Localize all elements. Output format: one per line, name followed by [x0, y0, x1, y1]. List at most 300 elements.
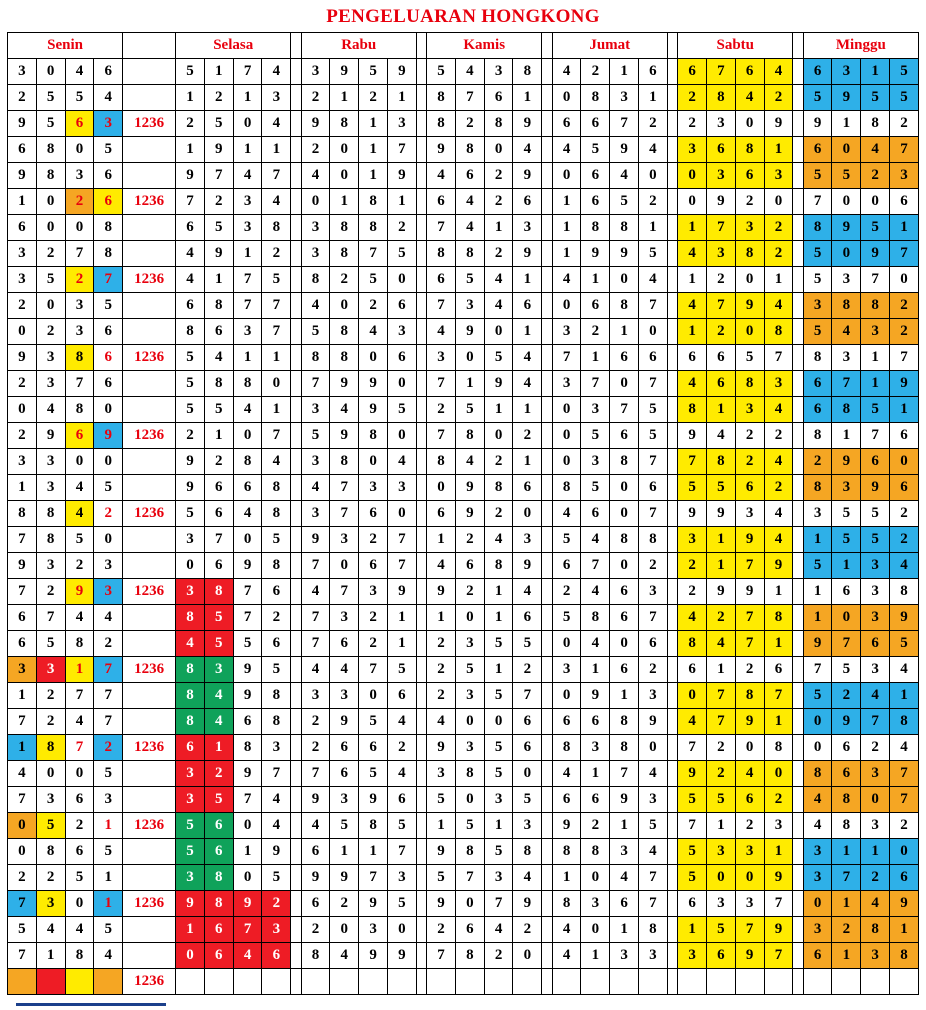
digit-cell: 5	[639, 423, 668, 449]
digit-cell: 0	[678, 163, 707, 189]
digit-cell: 6	[262, 631, 291, 657]
digit-cell: 4	[301, 657, 330, 683]
digit-cell: 5	[861, 215, 890, 241]
digit-cell: 3	[581, 735, 610, 761]
separator-cell	[667, 709, 677, 735]
digit-cell: 4	[455, 449, 484, 475]
digit-cell: 3	[639, 683, 668, 709]
digit-cell: 8	[552, 891, 581, 917]
digit-cell: 1	[8, 475, 37, 501]
digit-cell: 2	[861, 163, 890, 189]
digit-cell: 8	[764, 319, 793, 345]
separator-cell	[416, 891, 426, 917]
digit-cell: 3	[803, 865, 832, 891]
digit-cell: 9	[552, 813, 581, 839]
digit-cell: 4	[262, 59, 291, 85]
digit-cell: 2	[359, 85, 388, 111]
digit-cell: 2	[678, 85, 707, 111]
digit-cell: 2	[678, 579, 707, 605]
separator-cell	[291, 163, 301, 189]
digit-cell: 0	[387, 423, 416, 449]
digit-cell: 3	[359, 475, 388, 501]
digit-cell: 9	[610, 137, 639, 163]
digit-cell: 6	[427, 267, 456, 293]
digit-cell: 5	[262, 527, 291, 553]
digit-cell: 3	[581, 449, 610, 475]
digit-cell: 0	[233, 423, 262, 449]
digit-cell: 6	[204, 917, 233, 943]
digit-cell: 6	[94, 371, 123, 397]
digit-cell: 7	[832, 631, 861, 657]
digit-cell: 6	[735, 59, 764, 85]
separator-cell	[667, 501, 677, 527]
digit-cell: 4	[581, 527, 610, 553]
digit-cell: 9	[735, 709, 764, 735]
digit-cell: 2	[484, 163, 513, 189]
digit-cell: 6	[94, 163, 123, 189]
digit-cell: 6	[455, 917, 484, 943]
code-cell	[123, 319, 176, 345]
digit-cell: 2	[735, 657, 764, 683]
digit-cell: 0	[803, 735, 832, 761]
separator-cell	[416, 813, 426, 839]
digit-cell: 4	[484, 527, 513, 553]
separator-cell	[291, 865, 301, 891]
digit-cell: 0	[233, 527, 262, 553]
separator-cell	[793, 215, 803, 241]
digit-cell: 3	[861, 553, 890, 579]
digit-cell: 6	[581, 111, 610, 137]
digit-cell: 5	[94, 137, 123, 163]
digit-cell: 3	[706, 839, 735, 865]
digit-cell: 7	[65, 683, 94, 709]
digit-cell: 5	[861, 501, 890, 527]
digit-cell: 8	[735, 683, 764, 709]
column-header-senin: Senin	[8, 33, 123, 59]
separator-cell	[416, 709, 426, 735]
digit-cell: 8	[484, 111, 513, 137]
code-cell	[123, 839, 176, 865]
digit-cell: 5	[678, 839, 707, 865]
separator-cell	[416, 865, 426, 891]
digit-cell: 3	[8, 449, 37, 475]
digit-cell: 2	[427, 683, 456, 709]
digit-cell: 2	[65, 267, 94, 293]
separator-cell	[667, 657, 677, 683]
digit-cell: 3	[262, 85, 291, 111]
digit-cell: 3	[764, 371, 793, 397]
digit-cell: 9	[233, 891, 262, 917]
digit-cell: 2	[301, 709, 330, 735]
digit-cell: 3	[552, 371, 581, 397]
digit-cell: 9	[233, 683, 262, 709]
code-cell: 1236	[123, 423, 176, 449]
code-cell	[123, 137, 176, 163]
digit-cell: 3	[65, 293, 94, 319]
separator-cell	[291, 85, 301, 111]
digit-cell: 5	[8, 917, 37, 943]
separator-cell	[793, 319, 803, 345]
digit-cell: 9	[204, 137, 233, 163]
digit-cell: 4	[65, 605, 94, 631]
digit-cell: 0	[387, 917, 416, 943]
digit-cell: 9	[455, 501, 484, 527]
digit-cell: 9	[176, 891, 205, 917]
digit-cell: 6	[890, 475, 919, 501]
digit-cell: 7	[890, 137, 919, 163]
digit-cell: 5	[455, 813, 484, 839]
separator-cell	[667, 761, 677, 787]
separator-cell	[416, 735, 426, 761]
digit-cell: 8	[301, 943, 330, 969]
digit-cell: 8	[8, 501, 37, 527]
digit-cell: 2	[832, 683, 861, 709]
digit-cell: 7	[94, 267, 123, 293]
digit-cell: 3	[639, 787, 668, 813]
digit-cell: 3	[803, 917, 832, 943]
separator-cell	[291, 787, 301, 813]
separator-cell	[793, 345, 803, 371]
digit-cell: 3	[455, 631, 484, 657]
digit-cell: 9	[301, 527, 330, 553]
digit-cell: 1	[832, 423, 861, 449]
separator-cell	[416, 397, 426, 423]
digit-cell: 4	[262, 111, 291, 137]
table-row	[8, 319, 919, 345]
separator-cell	[667, 163, 677, 189]
separator-cell	[793, 969, 803, 995]
separator-cell	[416, 449, 426, 475]
digit-cell: 5	[484, 683, 513, 709]
digit-cell: 4	[233, 397, 262, 423]
digit-cell: 0	[890, 267, 919, 293]
digit-cell: 9	[861, 475, 890, 501]
digit-cell: 6	[610, 891, 639, 917]
digit-cell	[8, 969, 37, 995]
digit-cell: 1	[233, 85, 262, 111]
digit-cell: 1	[8, 735, 37, 761]
digit-cell: 1	[36, 943, 65, 969]
digit-cell: 3	[832, 345, 861, 371]
digit-cell	[706, 969, 735, 995]
digit-cell: 3	[678, 527, 707, 553]
digit-cell: 2	[890, 293, 919, 319]
digit-cell: 4	[65, 59, 94, 85]
digit-cell: 3	[639, 943, 668, 969]
digit-cell: 3	[8, 267, 37, 293]
separator-cell	[542, 111, 552, 137]
digit-cell: 1	[832, 839, 861, 865]
digit-cell: 5	[262, 657, 291, 683]
digit-cell	[552, 969, 581, 995]
digit-cell: 9	[8, 163, 37, 189]
digit-cell: 7	[233, 605, 262, 631]
digit-cell: 0	[803, 709, 832, 735]
table-row	[8, 371, 919, 397]
digit-cell: 4	[36, 397, 65, 423]
digit-cell: 5	[359, 59, 388, 85]
digit-cell: 7	[803, 189, 832, 215]
digit-cell: 0	[94, 527, 123, 553]
digit-cell: 2	[581, 813, 610, 839]
separator-cell	[667, 319, 677, 345]
separator-cell	[416, 501, 426, 527]
digit-cell: 0	[233, 865, 262, 891]
digit-cell: 4	[65, 917, 94, 943]
separator-cell	[416, 293, 426, 319]
separator-cell	[667, 215, 677, 241]
digit-cell: 5	[65, 85, 94, 111]
digit-cell: 6	[552, 709, 581, 735]
digit-cell: 8	[890, 709, 919, 735]
digit-cell: 0	[706, 865, 735, 891]
digit-cell: 2	[455, 527, 484, 553]
digit-cell: 9	[233, 553, 262, 579]
digit-cell: 1	[552, 215, 581, 241]
digit-cell: 7	[706, 683, 735, 709]
digit-cell: 0	[639, 735, 668, 761]
digit-cell: 5	[513, 787, 542, 813]
separator-cell	[542, 839, 552, 865]
digit-cell: 7	[678, 813, 707, 839]
digit-cell: 8	[455, 943, 484, 969]
digit-cell: 8	[803, 423, 832, 449]
digit-cell: 7	[262, 319, 291, 345]
digit-cell: 8	[233, 371, 262, 397]
code-cell: 1236	[123, 345, 176, 371]
separator-cell	[793, 631, 803, 657]
digit-cell: 8	[832, 293, 861, 319]
digit-cell: 5	[803, 683, 832, 709]
separator-cell	[793, 293, 803, 319]
digit-cell: 6	[513, 735, 542, 761]
digit-cell: 2	[484, 943, 513, 969]
digit-cell: 8	[427, 241, 456, 267]
digit-cell: 5	[204, 787, 233, 813]
digit-cell: 6	[359, 501, 388, 527]
digit-cell: 6	[94, 345, 123, 371]
digit-cell: 1	[387, 605, 416, 631]
digit-cell: 4	[484, 917, 513, 943]
digit-cell: 5	[455, 267, 484, 293]
digit-cell: 0	[455, 787, 484, 813]
digit-cell: 9	[359, 891, 388, 917]
digit-cell: 3	[36, 891, 65, 917]
table-row	[8, 293, 919, 319]
separator-cell	[542, 319, 552, 345]
digit-cell: 7	[764, 891, 793, 917]
digit-cell: 7	[301, 631, 330, 657]
digit-cell: 7	[735, 917, 764, 943]
digit-cell: 8	[455, 423, 484, 449]
digit-cell: 2	[484, 501, 513, 527]
separator-cell	[793, 475, 803, 501]
digit-cell: 3	[330, 787, 359, 813]
digit-cell: 8	[552, 475, 581, 501]
digit-cell: 6	[610, 605, 639, 631]
separator-cell	[667, 553, 677, 579]
digit-cell: 2	[427, 917, 456, 943]
digit-cell: 9	[513, 111, 542, 137]
digit-cell: 0	[36, 59, 65, 85]
separator-cell	[793, 397, 803, 423]
digit-cell: 5	[735, 345, 764, 371]
digit-cell: 5	[552, 605, 581, 631]
digit-cell: 6	[832, 735, 861, 761]
digit-cell: 6	[706, 371, 735, 397]
digit-cell: 5	[427, 787, 456, 813]
separator-cell	[542, 163, 552, 189]
digit-cell: 1	[513, 319, 542, 345]
digit-cell: 0	[890, 449, 919, 475]
separator-cell	[542, 943, 552, 969]
table-body	[8, 59, 919, 995]
digit-cell: 1	[176, 917, 205, 943]
digit-cell: 7	[678, 735, 707, 761]
digit-cell: 7	[233, 917, 262, 943]
digit-cell: 4	[639, 137, 668, 163]
digit-cell: 6	[359, 735, 388, 761]
digit-cell: 7	[359, 241, 388, 267]
code-cell	[123, 241, 176, 267]
separator-cell	[793, 163, 803, 189]
digit-cell: 1	[427, 813, 456, 839]
separator-cell	[667, 943, 677, 969]
digit-cell: 4	[581, 631, 610, 657]
table-row	[8, 657, 919, 683]
digit-cell: 2	[36, 709, 65, 735]
digit-cell: 7	[65, 371, 94, 397]
digit-cell: 2	[301, 137, 330, 163]
digit-cell: 8	[301, 267, 330, 293]
digit-cell	[678, 969, 707, 995]
digit-cell: 7	[832, 371, 861, 397]
digit-cell: 8	[803, 475, 832, 501]
digit-cell: 6	[803, 397, 832, 423]
digit-cell: 6	[513, 189, 542, 215]
separator-cell	[667, 839, 677, 865]
digit-cell: 7	[581, 553, 610, 579]
digit-cell: 4	[513, 345, 542, 371]
digit-cell: 9	[803, 631, 832, 657]
separator-cell	[667, 865, 677, 891]
digit-cell: 6	[330, 631, 359, 657]
digit-cell: 3	[8, 657, 37, 683]
digit-cell: 6	[8, 631, 37, 657]
digit-cell: 7	[735, 631, 764, 657]
digit-cell: 4	[262, 449, 291, 475]
digit-cell: 8	[735, 137, 764, 163]
separator-cell	[291, 397, 301, 423]
digit-cell: 6	[233, 709, 262, 735]
digit-cell: 4	[513, 579, 542, 605]
digit-cell: 9	[678, 761, 707, 787]
digit-cell: 0	[484, 423, 513, 449]
separator-cell	[416, 787, 426, 813]
digit-cell: 0	[735, 865, 764, 891]
digit-cell: 6	[262, 579, 291, 605]
digit-cell: 1	[706, 397, 735, 423]
digit-cell: 7	[387, 839, 416, 865]
digit-cell: 1	[8, 683, 37, 709]
digit-cell: 0	[387, 267, 416, 293]
digit-cell: 3	[513, 527, 542, 553]
digit-cell: 5	[803, 85, 832, 111]
digit-cell: 4	[427, 319, 456, 345]
digit-cell: 2	[359, 605, 388, 631]
separator-cell	[291, 241, 301, 267]
separator-cell	[416, 917, 426, 943]
table-row	[8, 345, 919, 371]
digit-cell: 9	[427, 579, 456, 605]
digit-cell: 7	[610, 397, 639, 423]
digit-cell: 6	[455, 553, 484, 579]
digit-cell: 1	[678, 267, 707, 293]
digit-cell: 0	[36, 293, 65, 319]
digit-cell: 5	[861, 397, 890, 423]
digit-cell: 7	[427, 293, 456, 319]
separator-cell	[416, 943, 426, 969]
separator-cell	[291, 527, 301, 553]
digit-cell: 4	[552, 501, 581, 527]
separator-cell	[291, 813, 301, 839]
digit-cell: 3	[764, 163, 793, 189]
digit-cell: 2	[678, 553, 707, 579]
digit-cell: 3	[301, 215, 330, 241]
digit-cell: 4	[301, 475, 330, 501]
digit-cell: 4	[552, 267, 581, 293]
digit-cell: 0	[36, 761, 65, 787]
digit-cell: 2	[639, 553, 668, 579]
table-row	[8, 163, 919, 189]
digit-cell: 2	[706, 761, 735, 787]
separator-cell	[291, 189, 301, 215]
digit-cell: 6	[94, 59, 123, 85]
digit-cell: 2	[890, 527, 919, 553]
digit-cell: 3	[610, 839, 639, 865]
digit-cell: 3	[803, 839, 832, 865]
digit-cell: 8	[233, 449, 262, 475]
digit-cell: 3	[301, 501, 330, 527]
digit-cell: 6	[861, 631, 890, 657]
digit-cell: 1	[387, 85, 416, 111]
digit-cell: 6	[301, 839, 330, 865]
digit-cell: 2	[204, 189, 233, 215]
digit-cell: 6	[552, 787, 581, 813]
digit-cell	[301, 969, 330, 995]
digit-cell: 0	[610, 553, 639, 579]
digit-cell: 3	[65, 163, 94, 189]
separator-cell	[416, 85, 426, 111]
digit-cell: 5	[359, 267, 388, 293]
digit-cell: 8	[861, 111, 890, 137]
digit-cell: 6	[176, 293, 205, 319]
digit-cell: 9	[176, 475, 205, 501]
digit-cell: 4	[803, 787, 832, 813]
footer-rule	[16, 1003, 166, 1006]
digit-cell: 2	[8, 423, 37, 449]
digit-cell: 8	[36, 137, 65, 163]
digit-cell: 5	[484, 839, 513, 865]
digit-cell: 4	[832, 319, 861, 345]
digit-cell	[330, 969, 359, 995]
digit-cell: 2	[581, 59, 610, 85]
digit-cell: 0	[233, 111, 262, 137]
digit-cell: 0	[552, 397, 581, 423]
digit-cell: 5	[581, 475, 610, 501]
digit-cell: 1	[427, 527, 456, 553]
digit-cell: 0	[94, 397, 123, 423]
